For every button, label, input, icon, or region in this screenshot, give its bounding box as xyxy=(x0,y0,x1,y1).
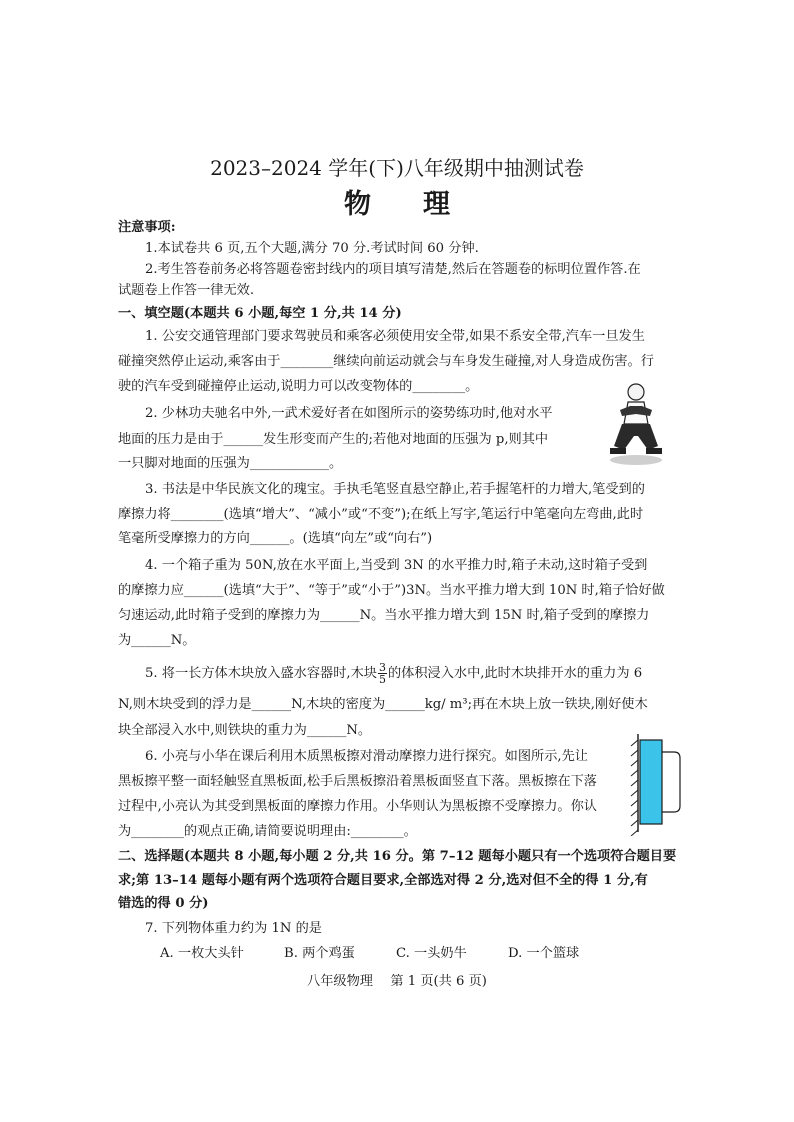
subject-title xyxy=(0,182,794,221)
q1-line-1: 1. 公安交通管理部门要求驾驶员和乘客必须使用安全带,如果不系安全带,汽车一旦发生 xyxy=(145,329,645,344)
page-footer: 八年级物理 第 1 页(共 6 页) xyxy=(307,974,487,989)
blackboard-eraser-illustration xyxy=(628,730,684,836)
fraction-denominator: 5 xyxy=(378,673,386,686)
fraction-numerator: 3 xyxy=(378,661,386,674)
q4-line-1: 4. 一个箱子重为 50N,放在水平面上,当受到 3N 的水平推力时,箱子未动,这时箱子受到 xyxy=(145,558,648,573)
fraction-three-fifths xyxy=(378,662,387,685)
q3-line-3: 笔毫所受摩擦力的方向______。(选填“向左”或“向右”) xyxy=(118,531,433,546)
q1-line-3: 驶的汽车受到碰撞停止运动,说明力可以改变物体的________。 xyxy=(118,379,479,394)
notes-item-2-line-2: 试题卷上作答一律无效. xyxy=(118,283,255,298)
notes-item-2-line-1: 2.考生答卷前务必将答题卷密封线内的项目填写清楚,然后在答题卷的标明位置作答.在 xyxy=(145,262,641,277)
q5-line-2: N,则木块受到的浮力是______N,木块的密度为______kg/ m³;再在木块上放一铁块,刚好使木 xyxy=(118,697,648,712)
q7-option-b: B. 两个鸡蛋 xyxy=(284,946,355,961)
q2-line-3: 一只脚对地面的压强为____________。 xyxy=(118,456,343,471)
q2-line-1: 2. 少林功夫驰名中外,一武术爱好者在如图所示的姿势练功时,他对水平 xyxy=(145,406,553,421)
q6-line-4: 为________的观点正确,请简要说明理由:________。 xyxy=(118,824,417,839)
q2-line-2: 地面的压力是由于______发生形变而产生的;若他对地面的压强为 p,则其中 xyxy=(118,432,549,447)
q6-line-2: 黑板擦平整一面轻触竖直黑板面,松手后黑板擦沿着黑板面竖直下落。黑板擦在下落 xyxy=(118,774,597,789)
q7-option-a: A. 一枚大头针 xyxy=(160,946,244,961)
q6-line-3: 过程中,小亮认为其受到黑板面的摩擦力作用。小华则认为黑板擦不受摩擦力。你认 xyxy=(118,799,597,814)
q4-line-3: 匀速运动,此时箱子受到的摩擦力为______N。当水平推力增大到 15N 时,箱子受到的摩擦力 xyxy=(118,608,650,623)
section1-heading: 一、填空题(本题共 6 小题,每空 1 分,共 14 分) xyxy=(118,306,402,321)
q4-line-4: 为______N。 xyxy=(118,633,196,648)
q1-line-2: 碰撞突然停止运动,乘客由于________继续向前运动就会与车身发生碰撞,对人身造成伤害。行 xyxy=(118,354,654,369)
q5-line-1-start: 5. 将一长方体木块放入盛水容器时,木块 xyxy=(145,666,377,681)
section2-heading-line-1: 二、选择题(本题共 8 小题,每小题 2 分,共 16 分。第 7–12 题每小题只有一个选项符合题目要 xyxy=(118,849,677,864)
q3-line-2: 摩擦力将________(选填“增大”、“减小”或“不变”);在纸上写字,笔运行中笔毫向左弯曲,此时 xyxy=(118,507,644,522)
notes-heading: 注意事项: xyxy=(118,220,176,235)
q6-line-1: 6. 小亮与小华在课后利用木质黑板擦对滑动摩擦力进行探究。如图所示,先让 xyxy=(145,749,588,764)
q7-stem: 7. 下列物体重力约为 1N 的是 xyxy=(145,921,322,936)
section2-heading-line-3: 错选的得 0 分) xyxy=(118,896,209,911)
q4-line-2: 的摩擦力应______(选填“大于”、“等于”或“小于”)3N。当水平推力增大到 10N 时,箱子恰好做 xyxy=(118,583,665,598)
q5-line-1 xyxy=(145,662,642,685)
q7-option-d: D. 一个篮球 xyxy=(508,946,580,961)
kungfu-figure-illustration xyxy=(608,380,664,470)
q7-option-c: C. 一头奶牛 xyxy=(396,946,467,961)
subject-char-2: 理 xyxy=(423,189,450,220)
section2-heading-line-2: 求;第 13–14 题每小题有两个选项符合题目要求,全部选对得 2 分,选对但不全的得 1 分,有 xyxy=(118,873,648,888)
q5-line-1-end: 的体积浸入水中,此时木块排开水的重力为 6 xyxy=(387,666,643,681)
q5-line-3: 块全部浸入水中,则铁块的重力为______N。 xyxy=(118,723,372,738)
q3-line-1: 3. 书法是中华民族文化的瑰宝。手执毛笔竖直悬空静止,若手握笔杆的力增大,笔受到的 xyxy=(145,482,645,497)
subject-char-1: 物 xyxy=(344,189,371,220)
exam-title: 2023–2024 学年(下)八年级期中抽测试卷 xyxy=(210,156,584,180)
notes-item-1: 1.本试卷共 6 页,五个大题,满分 70 分.考试时间 60 分钟. xyxy=(145,241,479,256)
